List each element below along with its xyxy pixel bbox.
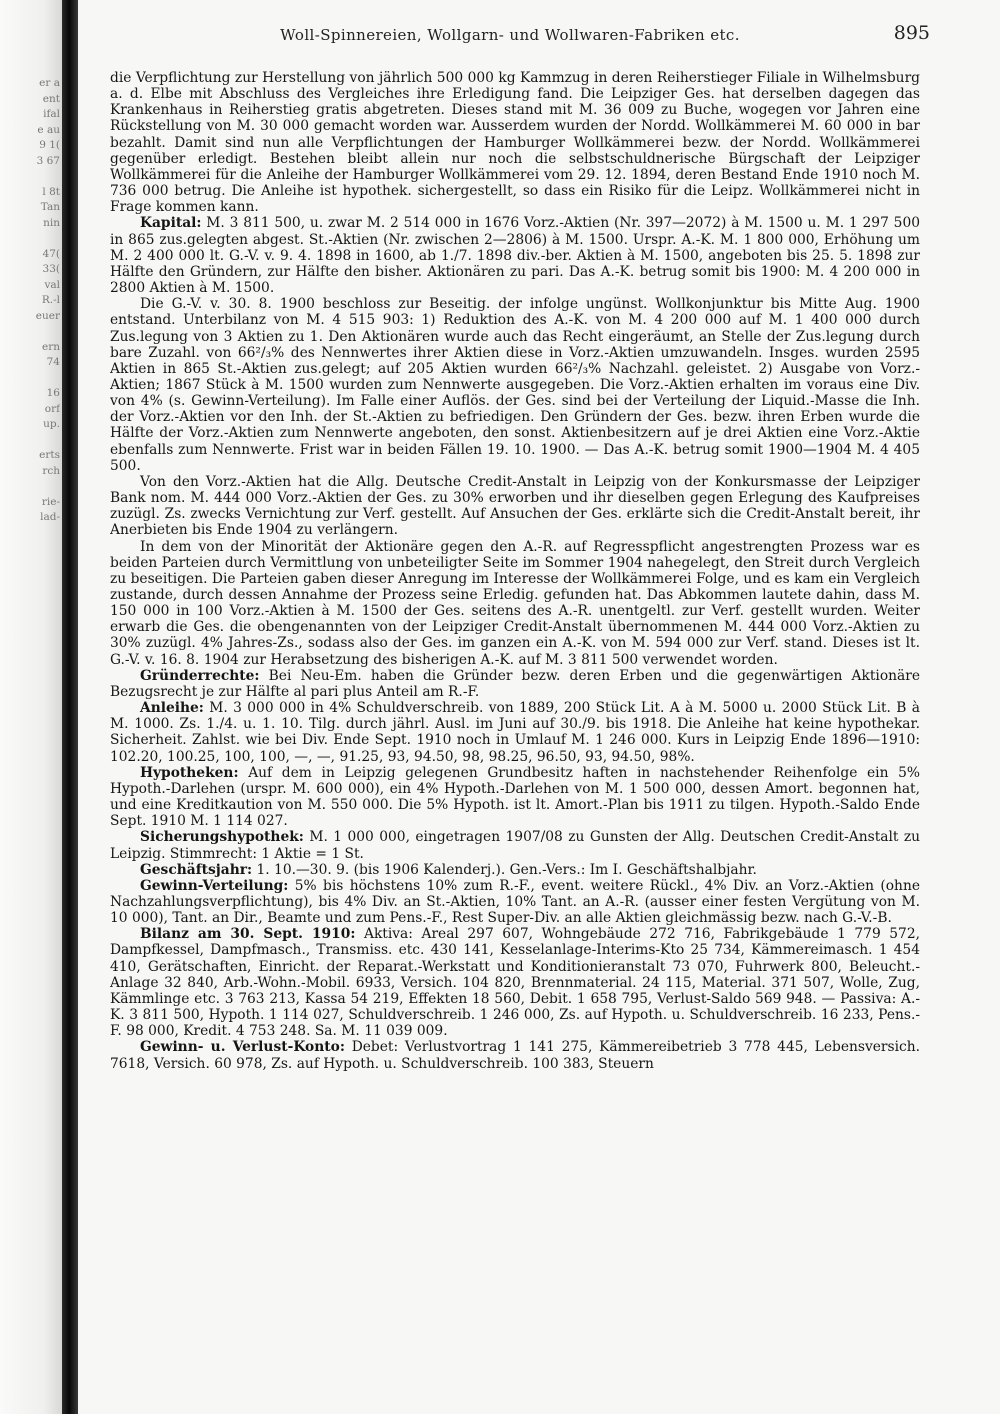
page-header bbox=[86, 22, 934, 52]
body-paragraph bbox=[110, 765, 920, 830]
neighbor-page-fragment: 74 bbox=[46, 356, 60, 368]
paragraph-text: die Verpflichtung zur Herstellung von jährlich 500 000 kg Kammzug in deren Reiherstieger Filiale in Wilhelmsburg a. d. Elbe mit Abschluss des Vergleiches ihre Erledigung fand. Die Leipziger Ges. hat derselben dagegen das Krankenhaus in Reiherstieg gratis abgetreten. Dieses stand mit M. 36 009 zu Buche, wogegen vor Jahren eine Rückstellung von M. 30 000 gemacht worden war. Ausserdem wurden der Nordd. Wollkämmerei M. 60 000 in bar bezahlt. Damit sind nun alle Verpflichtungen der Hamburger Wollkämmerei bezw. der Nordd. Wollkämmerei gegenüber erledigt. Bestehen bleibt allein nur noch die selbstschuldnerische Bürgschaft der Leipziger Wollkämmerei für die Anleihe der Hamburger Wollkämmerei vom 29. 12. 1894, deren Bestand Ende 1910 noch M. 736 000 betrug. Die Anleihe ist hypothek. sichergestellt, so dass ein Risiko für die Leipz. Wollkämmerei nicht in Frage kommen kann. bbox=[110, 70, 920, 216]
section-heading: Sicherungshypothek: bbox=[140, 829, 304, 846]
body-paragraph bbox=[110, 539, 920, 668]
neighbor-page-fragment bbox=[0, 479, 60, 495]
neighbor-page-fragment: orf bbox=[44, 402, 60, 415]
neighbor-page-fragment bbox=[0, 231, 60, 247]
neighbor-page-fragment: ern bbox=[42, 340, 60, 353]
neighbor-page-fragment: 3 67 bbox=[36, 154, 60, 167]
book-spine-shadow bbox=[62, 0, 78, 1414]
section-heading: Kapital: bbox=[140, 215, 202, 232]
body-paragraph bbox=[110, 474, 920, 539]
neighbor-page-fragment bbox=[0, 169, 60, 185]
section-heading: Gründerrechte: bbox=[140, 667, 260, 684]
neighbor-page-fragment: Tan bbox=[40, 201, 60, 213]
body-paragraph bbox=[110, 862, 920, 878]
body-paragraph bbox=[110, 700, 920, 765]
paragraph-text: Aktiva: Areal 297 607, Wohngebäude 272 716, Fabrikgebäude 1 779 572, Dampfkessel, Dampfmasch., Transmiss. etc. 430 141, Kesselanlage-Interims-Kto 25 734, Kämmereimasch. 1 454 410, Gerätschaften, Einricht. der Reparat.-Werkstatt und Konditionieranstalt 73 070, Fuhrwerk 800, Beleucht.-Anlage 32 840, Arb.-Wohn.-Mobil. 6933, Versich. 104 820, Brennmaterial. 24 115, Material. 371 507, Wolle, Zug, Kämmlinge etc. 3 763 213, Kassa 54 219, Effekten 18 560, Debit. 1 658 795, Verlust-Saldo 569 948. — Passiva: A.-K. 3 811 500, Hypoth. 1 114 027, Schuldverschreib. 1 246 000, Zs. auf Hypoth. u. Schuldverschreib. 16 233, Pens.-F. 98 000, Kredit. 4 753 248. Sa. M. 11 039 009. bbox=[110, 926, 920, 1040]
neighbor-page-fragment bbox=[0, 433, 60, 449]
neighbor-page-fragments bbox=[0, 76, 60, 526]
section-heading: Bilanz am 30. Sept. 1910: bbox=[140, 926, 356, 943]
running-title: Woll-Spinnereien, Wollgarn- und Wollwaren-Fabriken etc. bbox=[280, 26, 740, 44]
body-paragraph bbox=[110, 668, 920, 700]
paragraph-text: M. 3 811 500, u. zwar M. 2 514 000 in 1676 Vorz.-Aktien (Nr. 397—2072) à M. 1500 u. M. 1 297 500 in 865 zus.gelegten abgest. St.-Aktien (Nr. zwischen 2—2806) à M. 1500. Urspr. A.-K. M. 1 800 000, Erhöhung um M. 2 400 000 lt. G.-V. v. 9. 4. 1898 in 1600, ab 1./7. 1898 div.-ber. Aktien à M. 1500, angeboten bis 25. 5. 1898 zur Hälfte den Gründern, zur Hälfte den bisher. Aktionären zu pari. Das A.-K. betrug somit bis 1900: M. 4 200 000 in 2800 Aktien à M. 1500. bbox=[110, 215, 920, 297]
neighbor-page-fragment: e au bbox=[37, 123, 60, 136]
neighbor-page-fragment bbox=[0, 324, 60, 340]
paragraph-text: 1. 10.—30. 9. (bis 1906 Kalenderj.). Gen.-Vers.: Im I. Geschäftshalbjahr. bbox=[256, 861, 757, 878]
neighbor-page-fragment: up. bbox=[43, 418, 60, 430]
body-paragraph bbox=[110, 215, 920, 296]
body-paragraph bbox=[110, 296, 920, 474]
body-paragraph bbox=[110, 829, 920, 861]
neighbor-page-fragment: l 8t bbox=[42, 185, 60, 198]
neighbor-page-fragment: 9 1( bbox=[39, 139, 60, 151]
section-heading: Gewinn-Verteilung: bbox=[140, 877, 289, 894]
neighbor-page-fragment: 47( bbox=[42, 247, 60, 260]
neighbor-page-fragment: ent bbox=[42, 92, 60, 105]
neighbor-page-fragment: ifal bbox=[43, 108, 60, 120]
body-paragraph bbox=[110, 926, 920, 1039]
neighbor-page-fragment: rie- bbox=[41, 495, 60, 508]
body-paragraph bbox=[110, 70, 920, 215]
neighbor-page-fragment: erts bbox=[39, 449, 60, 461]
paragraph-text: 5% bis höchstens 10% zum R.-F., event. weitere Rückl., 4% Div. an Vorz.-Aktien (ohne Nachzahlungsverpflichtung), bis 4% Div. an St.-Aktien, 10% Tant. an A.-R. (ausser einer festen Vergütung von M. 10 000), Tant. an Dir., Beamte und zum Pens.-F., Rest Super-Div. an alle Aktien gleichmässig bezw. nach G.-V.-B. bbox=[110, 877, 920, 927]
paragraph-text: Auf dem in Leipzig gelegenen Grundbesitz haften in nachstehender Reihenfolge ein 5% Hypoth.-Darlehen (urspr. M. 600 000), ein 4% Hypoth.-Darlehen von M. 1 500 000, dessen Amort. begonnen hat, und eine Kreditkaution von M. 550 000. Die 5% Hypoth. ist lt. Amort.-Plan bis 1911 zu tilgen. Hypoth.-Saldo Ende Sept. 1910 M. 1 114 027. bbox=[110, 764, 920, 830]
neighbor-page-fragment: 16 bbox=[46, 387, 60, 399]
neighbor-page-fragment: lad- bbox=[40, 511, 60, 523]
neighbor-page-fragment: euer bbox=[35, 309, 60, 322]
paragraph-text: Von den Vorz.-Aktien hat die Allg. Deutsche Credit-Anstalt in Leipzig von der Konkursmasse der Leipziger Bank nom. M. 444 000 Vorz.-Aktien der Ges. zu 30% erworben und ihr dieselben gegen Erlegung des Kaufpreises zuzügl. Zs. zwecks Vernichtung zur Verf. gestellt. Auf Ansuchen der Ges. erklärte sich die Credit-Anstalt bereit, ihr Anerbieten bis Ende 1904 zu verlängern. bbox=[110, 473, 920, 539]
neighbor-page-fragment: nin bbox=[43, 216, 60, 229]
page-body bbox=[110, 70, 920, 1396]
paragraph-text: In dem von der Minorität der Aktionäre gegen den A.-R. auf Regresspflicht angestrengten Prozess war es beiden Parteien durch Vermittlung von unbeteiligter Seite im Sommer 1904 nahegelegt, den Streit durch Vergleich zu beseitigen. Die Parteien gaben dieser Anregung im Interesse der Wollkämmerei Folge, und es kam ein Vergleich zustande, durch dessen Annahme der Prozess seine Erledig. gefunden hat. Das Abkommen lautete dahin, dass M. 150 000 in 100 Vorz.-Aktien à M. 1500 der Ges. seitens des A.-R. unentgeltl. zur Verf. gestellt wurden. Weiter erwarb die Ges. die obengenannten von der Leipziger Credit-Anstalt übernommenen M. 444 000 Vorz.-Aktien zu 30% zuzügl. 4% Jahres-Zs., sodass also der Ges. im ganzen ein A.-K. von M. 594 000 zur Verf. stand. Dieses ist lt. G.-V. v. 16. 8. 1904 zur Herabsetzung des bisherigen A.-K. auf M. 3 811 500 verwendet worden. bbox=[110, 538, 920, 668]
neighbor-page-fragment bbox=[0, 371, 60, 387]
paragraph-text: M. 1 000 000, eingetragen 1907/08 zu Gunsten der Allg. Deutschen Credit-Anstalt zu Leipzig. Stimmrecht: 1 Aktie = 1 St. bbox=[110, 829, 920, 862]
section-heading: Anleihe: bbox=[140, 700, 204, 717]
neighbor-page-fragment: val bbox=[44, 278, 60, 291]
body-paragraph bbox=[110, 1039, 920, 1071]
section-heading: Hypotheken: bbox=[140, 764, 239, 781]
page-number: 895 bbox=[893, 22, 930, 44]
paragraph-text: Die G.-V. v. 30. 8. 1900 beschloss zur Beseitig. der infolge ungünst. Wollkonjunktur bis Mitte Aug. 1900 entstand. Unterbilanz von M. 4 515 903: 1) Reduktion des A.-K. von M. 4 200 000 auf M. 1 400 000 durch Zus.legung von 3 Aktien zu 1. Den Aktionären wurde auch das Recht eingeräumt, an Stelle der Zus.legung durch bare Zuzahl. von 66²/₃% des Nennwertes ihrer Aktien diese in Vorz.-Aktien umzuwandeln. Insges. wurden 2595 Aktien in 865 St.-Aktien zus.gelegt; auf 205 Aktien wurden 66²/₃% Nachzahl. geleistet. 2) Ausgabe von Vorz.-Aktien; 1867 Stück à M. 1500 wurden zum Nennwerte ausgegeben. Die Vorz.-Aktien erhalten im voraus eine Div. von 4% (s. Gewinn-Verteilung). Im Falle einer Auflös. der Ges. sind bei der Verteilung der Liquid.-Masse die Inh. der Vorz.-Aktien vor den Inh. der St.-Aktien zu befriedigen. Den Gründern der Ges. bezw. ihren Erben wurde die Hälfte der Vorz.-Aktien zum Nennwerte angeboten, den sonst. Aktienbesitzern auf je drei Aktien eine Vorz.-Aktie ebenfalls zum Nennwerte. Frist war in beiden Fällen 19. 10. 1900. — Das A.-K. betrug somit 1900—1904 M. 4 405 500. bbox=[110, 296, 920, 474]
neighbor-page-fragment: er a bbox=[39, 77, 60, 89]
section-heading: Geschäftsjahr: bbox=[140, 861, 253, 878]
section-heading: Gewinn- u. Verlust-Konto: bbox=[140, 1039, 345, 1056]
paragraph-text: Debet: Verlustvortrag 1 141 275, Kämmereibetrieb 3 778 445, Lebensversich. 7618, Versich. 60 978, Zs. auf Hypoth. u. Schuldverschreib. 100 383, Steuern bbox=[110, 1039, 920, 1072]
neighbor-page-fragment: rch bbox=[42, 464, 60, 477]
paragraph-text: Bei Neu-Em. haben die Gründer bezw. deren Erben und die gegenwärtigen Aktionäre Bezugsrecht je zur Hälfte al pari plus Anteil am R.-F. bbox=[110, 667, 920, 700]
body-paragraph bbox=[110, 878, 920, 926]
paragraph-text: M. 3 000 000 in 4% Schuldverschreib. von 1889, 200 Stück Lit. A à M. 5000 u. 2000 Stück Lit. B à M. 1000. Zs. 1./4. u. 1. 10. Tilg. durch jährl. Ausl. im Juni auf 30./9. bis 1918. Die Anleihe hat keine hypothekar. Sicherheit. Zahlst. wie bei Div. Ende Sept. 1910 noch in Umlauf M. 1 246 000. Kurs in Leipzig Ende 1896—1910: 102.20, 100.25, 100, 100, —, —, 91.25, 93, 94.50, 98, 98.25, 96.50, 93, 94.50, 98%. bbox=[110, 700, 920, 765]
neighbor-page-fragment: 33( bbox=[42, 263, 60, 275]
neighbor-page-fragment: R.-l bbox=[41, 294, 60, 306]
